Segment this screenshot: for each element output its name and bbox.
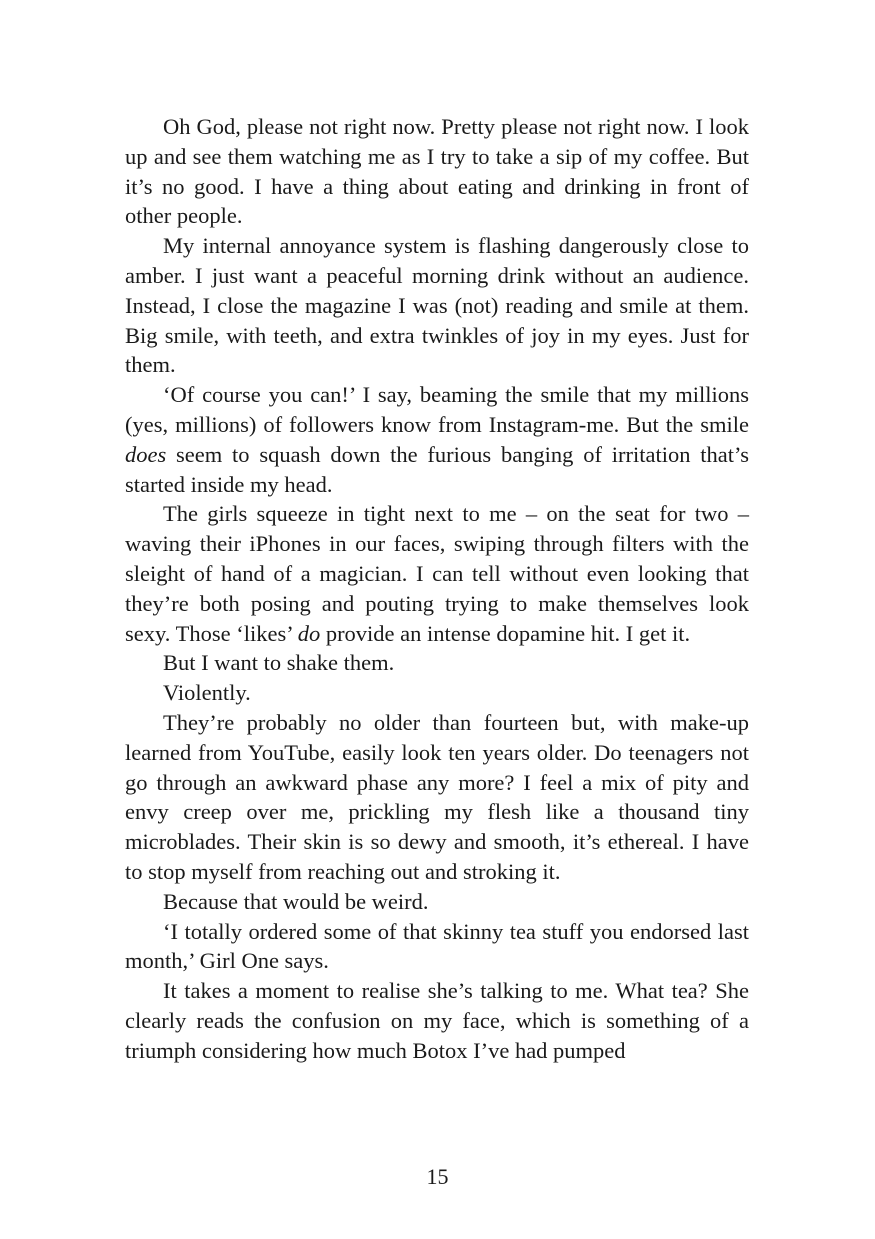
paragraph-3 (125, 380, 749, 499)
paragraph-4 (125, 499, 749, 648)
paragraph-8 (125, 887, 749, 917)
paragraph-text: But I want to shake them. (163, 650, 395, 676)
paragraph-6 (125, 678, 749, 708)
paragraph-text: seem to squash down the furious banging of irritation that’s started inside my head. (125, 441, 749, 497)
paragraph-5 (125, 648, 749, 678)
paragraph-text: provide an intense dopamine hit. I get it. (320, 620, 691, 646)
paragraph-2 (125, 231, 749, 380)
page-number: 15 (426, 1164, 449, 1189)
paragraph-text: ‘I totally ordered some of that skinny tea stuff you endorsed last month,’ Girl One says. (125, 918, 749, 974)
page-body (125, 112, 749, 1066)
paragraph-7 (125, 708, 749, 887)
paragraph-1 (125, 112, 749, 231)
paragraph-text: My internal annoyance system is flashing dangerously close to amber. I just want a peaceful morning drink without an audience. Instead, I close the magazine I was (not) reading and smile at them. Big smile, with teeth, and extra twinkles of joy in my eyes. Just for them. (125, 233, 749, 378)
paragraph-text: It takes a moment to realise she’s talking to me. What tea? She clearly reads the confusion on my face, which is something of a triumph considering how much Botox I’ve had pumped (125, 978, 749, 1063)
paragraph-9 (125, 917, 749, 977)
paragraph-text: Oh God, please not right now. Pretty please not right now. I look up and see them watching me as I try to take a sip of my coffee. But it’s no good. I have a thing about eating and drinking in front of other people. (125, 114, 749, 229)
paragraph-text: ‘Of course you can!’ I say, beaming the smile that my millions (yes, millions) of followers know from Instagram-me. But the smile (125, 382, 749, 437)
paragraph-text: Because that would be weird. (163, 888, 429, 914)
italic-emphasis: does (125, 441, 167, 467)
paragraph-text: The girls squeeze in tight next to me – on the seat for two – waving their iPhones in our faces, swiping through filters with the sleight of hand of a magician. I can tell without even looking that they’re both posing and pouting trying to make themselves look sexy. Those ‘likes’ (125, 501, 749, 646)
paragraph-text: They’re probably no older than fourteen but, with make-up learned from YouTube, easily look ten years older. Do teenagers not go through an awkward phase any more? I feel a mix of pity and envy creep over me, prickling my flesh like a thousand tiny microblades. Their skin is so dewy and smooth, it’s ethereal. I have to stop myself from reaching out and stroking it. (125, 709, 749, 884)
paragraph-text: Violently. (163, 680, 251, 706)
paragraph-10 (125, 976, 749, 1065)
italic-emphasis: do (297, 620, 321, 646)
